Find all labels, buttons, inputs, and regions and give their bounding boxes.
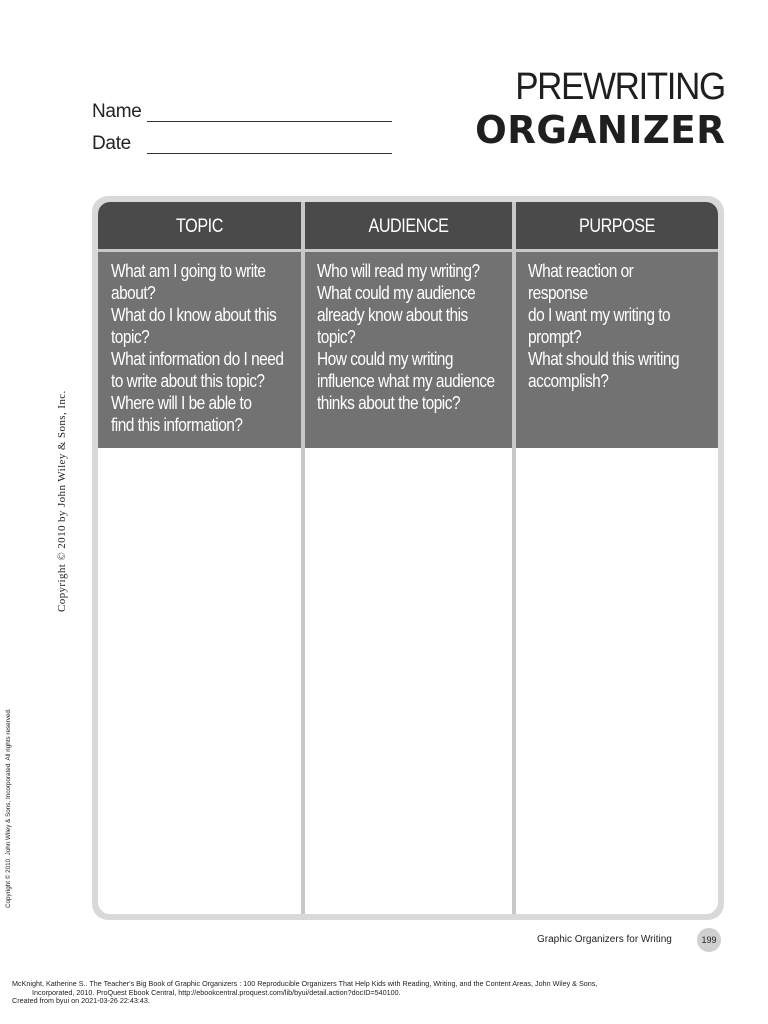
date-line[interactable] — [147, 153, 392, 154]
answer-area-topic[interactable] — [98, 448, 301, 914]
date-label: Date — [92, 133, 131, 154]
column-header-purpose: PURPOSE — [578, 216, 655, 237]
answer-area-purpose[interactable] — [516, 448, 718, 914]
title-line2: ORGANIZER — [474, 108, 725, 152]
page-number-badge: 199 — [697, 928, 721, 952]
organizer-table — [98, 202, 718, 914]
column-prompt-purpose: What reaction or response do I want my writing to prompt? What should this writing accomplish? — [528, 261, 680, 391]
answer-area-audience[interactable] — [305, 448, 512, 914]
title-line1: PREWRITING — [515, 66, 725, 108]
name-field[interactable] — [92, 101, 144, 123]
citation — [12, 980, 597, 1006]
column-header-audience: AUDIENCE — [368, 216, 449, 237]
column-header-topic: TOPIC — [176, 216, 223, 237]
citation-line: Incorporated, 2010. ProQuest Ebook Central, http://ebookcentral.proquest.com/lib/byui/detail.action?docID=540100. — [32, 987, 401, 997]
date-field[interactable] — [92, 133, 144, 155]
citation-line: Created from byui on 2021-03-26 22:43:43. — [12, 996, 150, 1006]
citation-line: McKnight, Katherine S.. The Teacher's Big Book of Graphic Organizers : 100 Reproducible Organizers That Help Kids with Reading, Writing, and the Content Areas, John Wiley & Sons, — [12, 979, 598, 988]
footer-section-title: Graphic Organizers for Writing — [537, 934, 672, 945]
column-prompt-audience: Who will read my writing? What could my audience already know about this topic? How could my writing influence what my audience thinks about the topic? — [317, 261, 495, 413]
name-label: Name — [92, 101, 142, 122]
name-line[interactable] — [147, 121, 392, 122]
side-copyright: Copyright © 2010 by John Wiley & Sons, Inc. — [56, 390, 68, 612]
edge-copyright: Copyright © 2010. John Wiley & Sons, Incorporated. All rights reserved. — [5, 708, 12, 908]
column-prompt-topic: What am I going to write about? What do I know about this topic? What information do I need to write about this topic? Where will I be able to find this information? — [111, 261, 284, 435]
